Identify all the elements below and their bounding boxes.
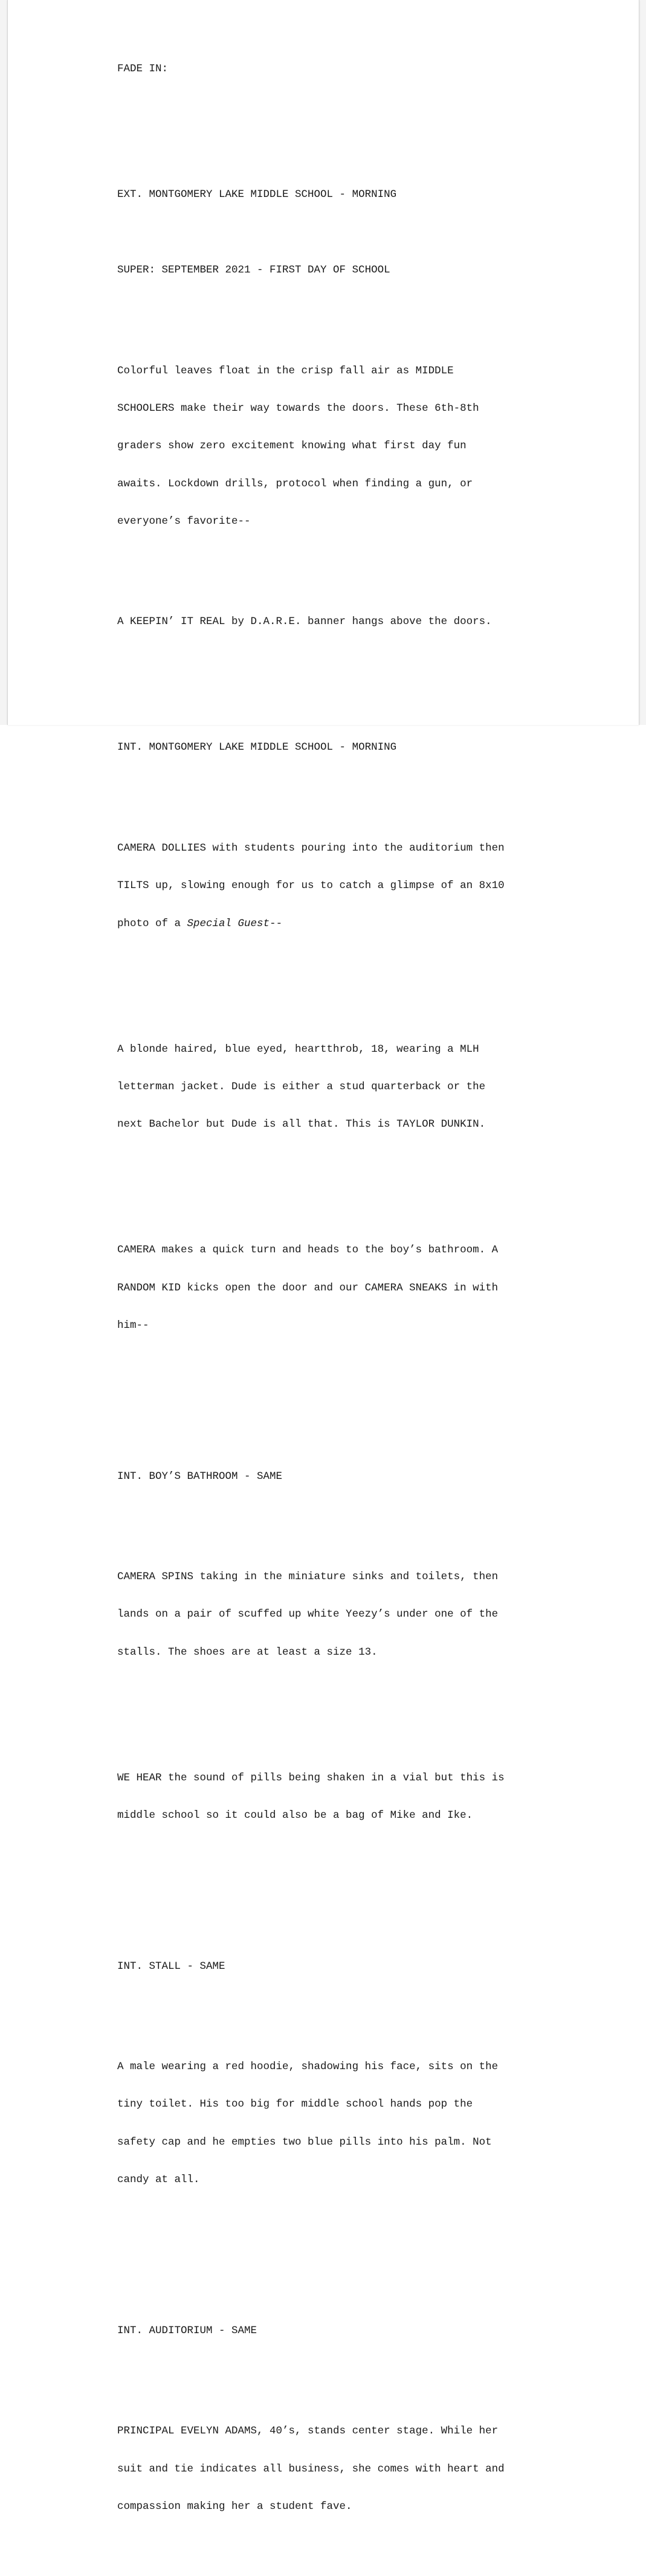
action-paragraph: CAMERA SPINS taking in the miniature sinks and toilets, then lands on a pair of scuffed up white Yeezy’s under one of the stalls. The shoes are at least a size 13. [117,1571,499,1658]
italic-emphasis: Special Guest [187,917,270,930]
action-paragraph: CAMERA makes a quick turn and heads to the boy’s bathroom. A RANDOM KID kicks open the door and our CAMERA SNEAKS in with him-- [117,1244,499,1332]
super-title: SUPER: SEPTEMBER 2021 - FIRST DAY OF SCHOOL [117,264,390,277]
action-paragraph: A male wearing a red hoodie, shadowing his face, sits on the tiny toilet. His too big for middle school hands pop the safety cap and he empties two blue pills into his palm. Not candy at all. [117,2061,499,2186]
action-paragraph: Colorful leaves float in the crisp fall air as MIDDLE SCHOOLERS make their way towards the doors. These 6th-8th graders show zero excitement knowing what first day fun awaits. Lockdown drills, protocol when finding a gun, or everyone’s favorite-- [117,364,479,528]
scene-heading: INT. MONTGOMERY LAKE MIDDLE SCHOOL - MORNING [117,741,397,754]
scene-heading: EXT. MONTGOMERY LAKE MIDDLE SCHOOL - MORNING [117,188,397,201]
screenplay-body [117,25,577,2576]
scene-heading: INT. AUDITORIUM - SAME [117,2324,257,2337]
action-paragraph: WE HEAR the sound of pills being shaken in a vial but this is middle school so it could also be a bag of Mike and Ike. [117,1771,505,1822]
action-paragraph: PRINCIPAL EVELYN ADAMS, 40’s, stands center stage. While her suit and tie indicates all business, she comes with heart and compassion making her a student fave. [117,2425,505,2513]
scene-heading: INT. BOY’S BATHROOM - SAME [117,1470,283,1483]
transition: FADE IN: [117,63,169,76]
action-paragraph: A KEEPIN’ IT REAL by D.A.R.E. banner hangs above the doors. [117,616,492,628]
scene-heading: INT. STALL - SAME [117,1960,225,1972]
action-paragraph: CAMERA DOLLIES with students pouring into the auditorium then TILTS up, slowing enough for us to catch a glimpse of an 8x10 photo of a Special Guest-- [117,842,505,930]
action-paragraph: A blonde haired, blue eyed, heartthrob, 18, wearing a MLH letterman jacket. Dude is either a stud quarterback or the next Bachelor but Dude is all that. This is TAYLOR DUNKIN. [117,1043,486,1131]
screenplay-page [7,0,639,2513]
